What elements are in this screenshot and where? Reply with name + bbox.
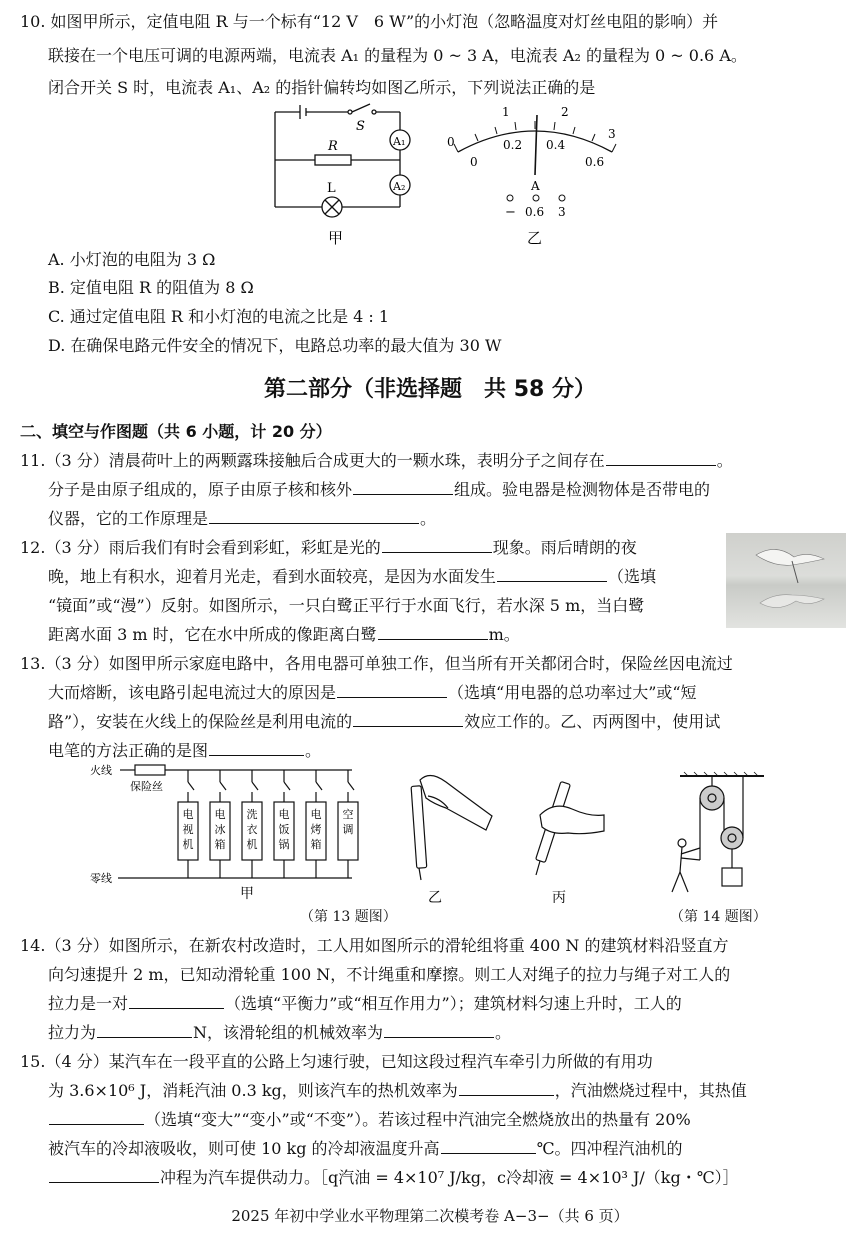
q14-blank2[interactable] (97, 1021, 192, 1038)
q13-line3: 路”），安装在火线上的保险丝是利用电流的 效应工作的。乙、丙两图中，使用试 (48, 712, 721, 731)
fig14-caption: （第 14 题图） (670, 909, 767, 925)
dial-top-3: 3 (608, 127, 616, 141)
q10-option-a: A. 小灯泡的电阻为 3 Ω (48, 250, 216, 269)
q11-blank3[interactable] (209, 507, 419, 524)
pulley-system-diagram (660, 768, 780, 903)
q15-blank3[interactable] (441, 1137, 536, 1154)
q12-blank1[interactable] (382, 536, 492, 553)
appliance-label: 电视机 (182, 808, 194, 851)
q14-line4: 拉力为 N，该滑轮组的机械效率为 。 (48, 1023, 512, 1042)
test-pen-yi (400, 768, 500, 903)
q15-line4: 被汽车的冷却液吸收，则可使 10 kg 的冷却液温度升高 ℃。四冲程汽油机的 (48, 1139, 683, 1158)
q10-ammeter-dial (440, 100, 630, 245)
fuse-label: 保险丝 (130, 780, 163, 793)
q10-option-d: D. 在确保电路元件安全的情况下，电路总功率的最大值为 30 W (48, 336, 502, 355)
q11-blank2[interactable] (353, 478, 453, 495)
q11-line1: 11.（3 分）清晨荷叶上的两颗露珠接触后合成更大的一颗水珠，表明分子之间存在 。 (20, 451, 733, 470)
dial-top-0: 0 (447, 135, 455, 149)
q15-line1: 15.（4 分）某汽车在一段平直的公路上匀速行驶，已知这段过程汽车牵引力所做的有用功 (20, 1052, 653, 1071)
appliance-label: 电烤箱 (310, 808, 322, 851)
dial-bottom-02: 0.2 (503, 138, 523, 152)
terminal-06: 0.6 (525, 205, 545, 219)
q14-blank1[interactable] (129, 992, 224, 1009)
dial-bottom-0: 0 (470, 155, 478, 169)
q10-stem-line2: 联接在一个电压可调的电源两端，电流表 A₁ 的量程为 0 ~ 3 A，电流表 A₂ 的量程为 0 ~ 0.6 A。 (48, 46, 747, 65)
part2-heading: 第二部分（非选择题 共 58 分） (264, 377, 596, 402)
terminal-3: 3 (558, 205, 566, 219)
q14-line3: 拉力是一对 （选填“平衡力”或“相互作用力”）；建筑材料匀速上升时，工人的 (48, 994, 682, 1013)
ammeter-a1-label: A₁ (393, 135, 406, 148)
q14-line1: 14.（3 分）如图所示，在新农村改造时，工人用如图所示的滑轮组将重 400 N 的建筑材料沿竖直方 (20, 936, 729, 955)
q12-line3: “镜面”或“漫”）反射。如图所示，一只白鹭正平行于水面飞行，若水深 5 m，当白鹭 (48, 596, 645, 615)
test-pen-bing (510, 775, 610, 903)
fig13-caption: （第 13 题图） (300, 909, 397, 925)
egret-photo (726, 533, 846, 628)
appliance-label: 空调 (342, 808, 354, 836)
q10-option-c: C. 通过定值电阻 R 和小灯泡的电流之比是 4 : 1 (48, 307, 390, 326)
dial-top-2: 2 (561, 105, 569, 119)
q12-blank2[interactable] (497, 565, 607, 582)
q15-blank1[interactable] (459, 1079, 554, 1096)
dial-bottom-04: 0.4 (546, 138, 566, 152)
q12-line1: 12.（3 分）雨后我们有时会看到彩虹，彩虹是光的 现象。雨后晴朗的夜 (20, 538, 637, 557)
fig13-bing-label: 丙 (552, 890, 566, 903)
q11-line2: 分子是由原子组成的，原子由原子核和核外 组成。验电器是检测物体是否带电的 (48, 480, 711, 499)
q12-line4: 距离水面 3 m 时，它在水中所成的像距离白鹭 m。 (48, 625, 520, 644)
fig13-yi-label: 乙 (428, 890, 442, 903)
terminal-minus: − (505, 205, 516, 220)
fig13-jia-label: 甲 (240, 886, 254, 900)
q15-blank2[interactable] (49, 1108, 144, 1125)
q15-line3: （选填“变大”“变小”或“不变”）。若该过程中汽油完全燃烧放出的热量有 20% (48, 1108, 691, 1132)
household-circuit-diagram (90, 760, 365, 900)
q11-line3: 仪器，它的工作原理是 。 (48, 509, 437, 528)
q10-stem-line3: 闭合开关 S 时，电流表 A₁、A₂ 的指针偏转均如图乙所示，下列说法正确的是 (48, 78, 596, 97)
live-wire-label: 火线 (90, 764, 112, 777)
page-footer: 2025 年初中学业水平物理第二次模考卷 A−3−（共 6 页） (231, 1207, 629, 1225)
q13-line4: 电笔的方法正确的是图 。 (48, 741, 322, 760)
q14-line2: 向匀速提升 2 m，已知动滑轮重 100 N，不计绳重和摩擦。则工人对绳子的拉力与绳子对工人的 (48, 965, 731, 984)
appliance-label: 电饭锅 (278, 808, 290, 851)
switch-label: S (356, 119, 365, 134)
q11-blank1[interactable] (606, 449, 716, 466)
dial-unit: A (531, 179, 540, 193)
q10-circuit-diagram (270, 100, 420, 250)
q12-blank3[interactable] (378, 623, 488, 640)
lamp-label: L (327, 181, 336, 196)
q12-line2: 晚，地上有积水，迎着月光走，看到水面较亮，是因为水面发生 （选填 (48, 567, 657, 586)
q13-line2: 大而熔断，该电路引起电流过大的原因是 （选填“用电器的总功率过大”或“短 (48, 683, 697, 702)
q15-line5: 冲程为汽车提供动力。［q汽油 = 4×10⁷ J/kg，c冷却液 = 4×10³ J/（kg・℃）］ (48, 1166, 739, 1190)
q13-blank2[interactable] (353, 710, 463, 727)
appliance-label: 洗衣机 (246, 808, 258, 851)
dial-bottom-06: 0.6 (585, 155, 605, 169)
ammeter-a2-label: A₂ (393, 180, 406, 193)
appliance-label: 电冰箱 (214, 808, 226, 851)
neutral-wire-label: 零线 (90, 872, 112, 885)
q13-blank1[interactable] (337, 681, 447, 698)
q14-blank3[interactable] (384, 1021, 494, 1038)
fig-jia-label: 甲 (328, 229, 344, 247)
q13-blank3[interactable] (209, 739, 304, 756)
q13-line1: 13.（3 分）如图甲所示家庭电路中，各用电器可单独工作，但当所有开关都闭合时，保险丝因电流过 (20, 654, 733, 673)
q15-blank4[interactable] (49, 1166, 159, 1183)
section2-title: 二、填空与作图题（共 6 小题，计 20 分） (20, 422, 332, 441)
dial-top-1: 1 (502, 105, 510, 119)
fig-yi-label: 乙 (527, 229, 543, 245)
resistor-label: R (328, 139, 338, 154)
q10-option-b: B. 定值电阻 R 的阻值为 8 Ω (48, 278, 254, 297)
q10-stem-line1: 10. 如图甲所示，定值电阻 R 与一个标有“12 V 6 W”的小灯泡（忽略温度对灯丝电阻的影响）并 (20, 12, 719, 31)
q15-line2: 为 3.6×10⁶ J，消耗汽油 0.3 kg，则该汽车的热机效率为 ，汽油燃烧过程中，其热值 (48, 1081, 747, 1100)
